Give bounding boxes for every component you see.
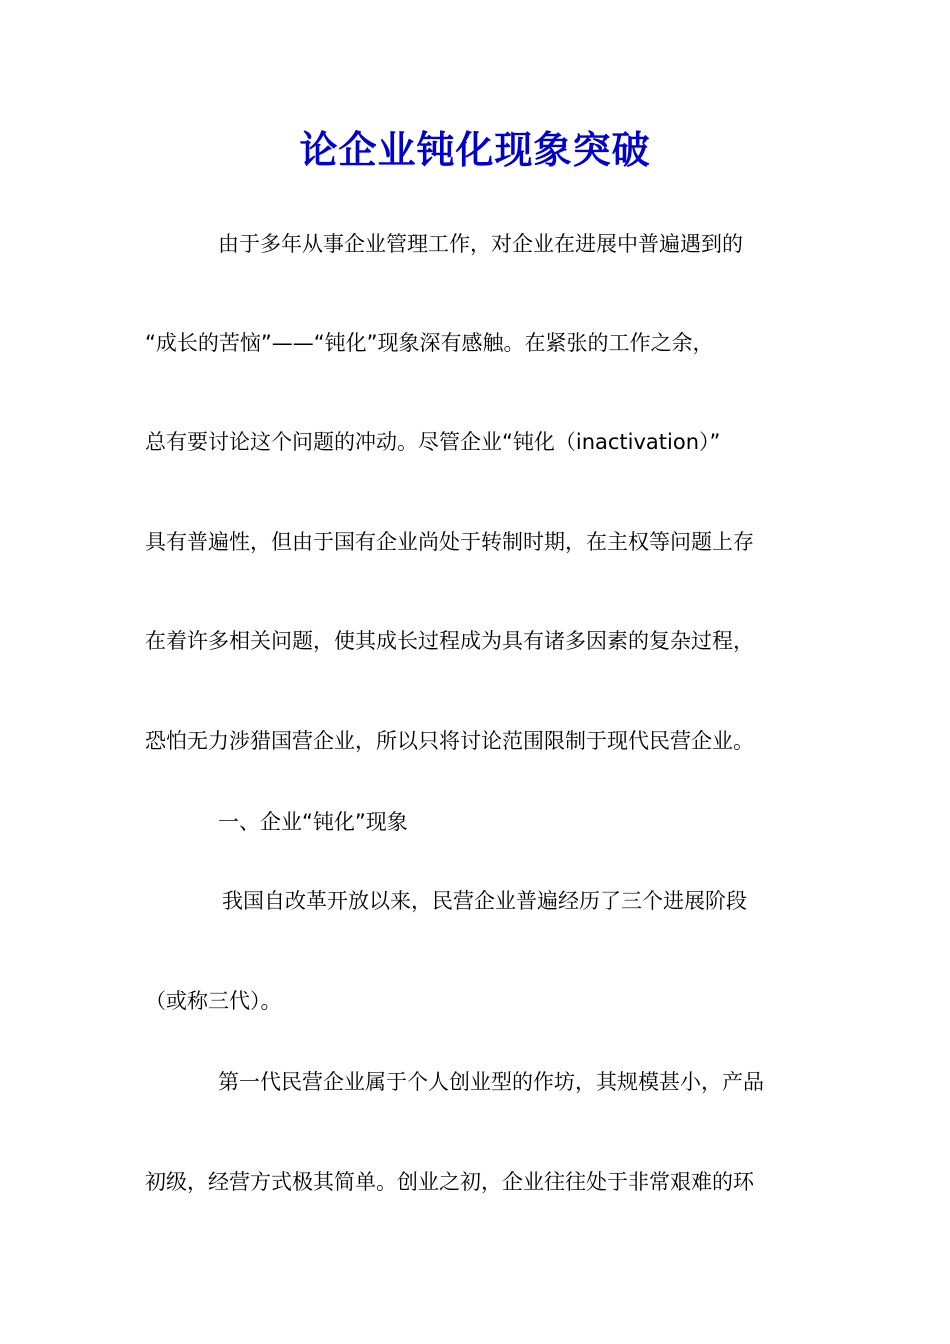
paragraph-1-line-6: 恐怕无力涉猎国营企业，所以只将讨论范围限制于现代民营企业。 <box>145 729 754 753</box>
section-heading: 一、企业“钝化”现象 <box>218 810 408 834</box>
paragraph-1-line-3: 总有要讨论这个问题的冲动。尽管企业“钝化（inactivation）” <box>145 430 721 454</box>
paragraph-3-line-1: 第一代民营企业属于个人创业型的作坊，其规模甚小，产品 <box>218 1070 764 1094</box>
paragraph-1-line-2: “成长的苦恼”——“钝化”现象深有感触。在紧张的工作之余， <box>145 331 714 355</box>
paragraph-1-line-5: 在着许多相关问题，使其成长过程成为具有诸多因素的复杂过程， <box>145 629 754 653</box>
paragraph-2-line-1: 我国自改革开放以来，民营企业普遍经历了三个进展阶段 <box>222 889 747 913</box>
document-title: 论企业钝化现象突破 <box>299 128 651 172</box>
paragraph-1-line-4: 具有普遍性，但由于国有企业尚处于转制时期，在主权等问题上存 <box>145 530 754 554</box>
paragraph-2-line-2: （或称三代）。 <box>145 989 282 1013</box>
paragraph-3-line-2: 初级，经营方式极其简单。创业之初，企业往往处于非常艰难的环 <box>145 1170 754 1194</box>
paragraph-1-line-1: 由于多年从事企业管理工作，对企业在进展中普遍遇到的 <box>218 232 743 256</box>
